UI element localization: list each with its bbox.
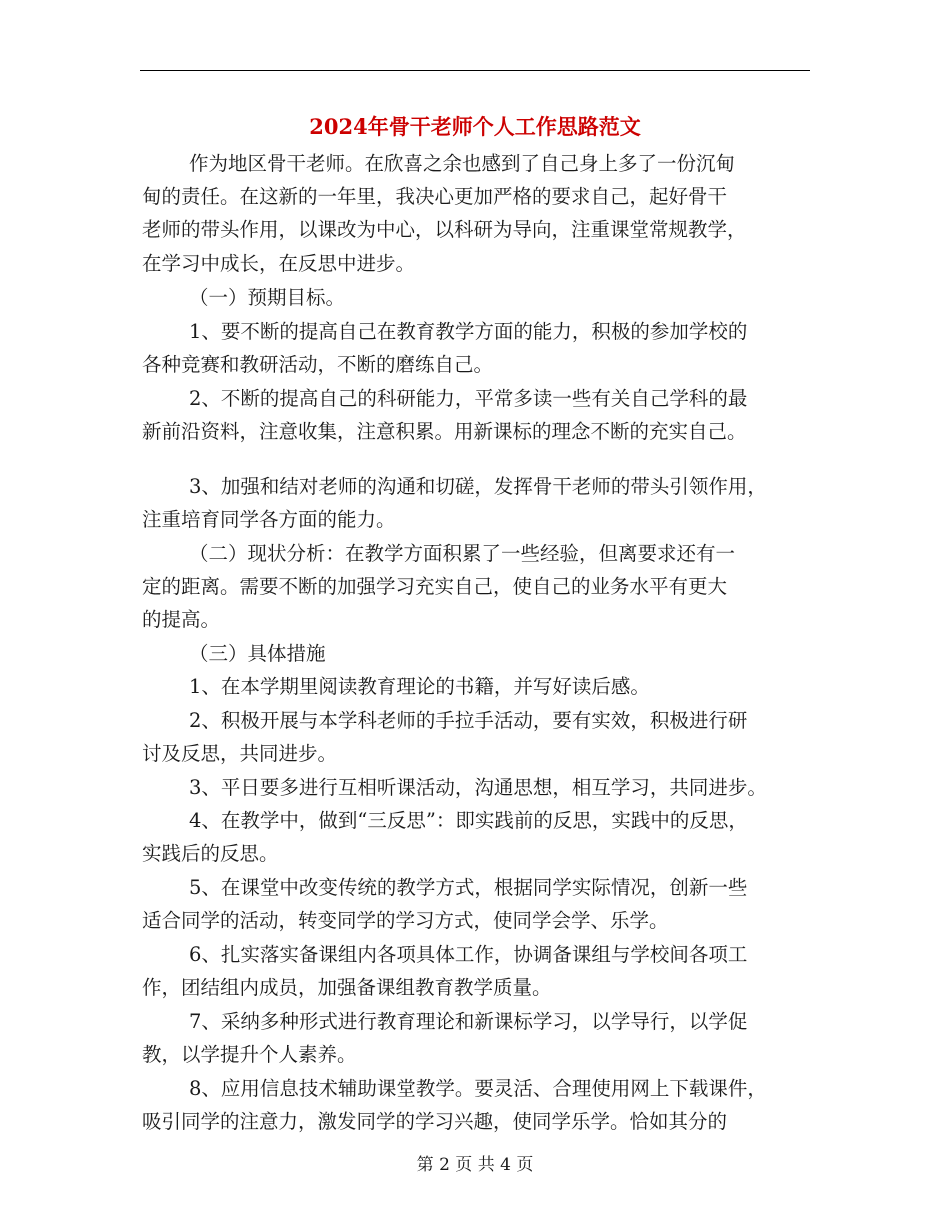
page-number-footer: 第 2 页 共 4 页 [416,1155,534,1175]
paragraph-line: 定的距离。需要不断的加强学习充实自己，使自己的业务水平有更大 [142,575,728,598]
paragraph-line: 作，团结组内成员，加强备课组教育教学质量。 [142,976,552,999]
paragraph-line: 在学习中成长，在反思中进步。 [142,252,416,275]
paragraph-line: 新前沿资料，注意收集，注意积累。用新课标的理念不断的充实自己。 [142,420,747,443]
paragraph-line: 各种竞赛和教研活动，不断的磨练自己。 [142,353,494,376]
paragraph-line: 适合同学的活动，转变同学的学习方式，使同学会学、乐学。 [142,909,669,932]
paragraph-line: 2、积极开展与本学科老师的手拉手活动，要有实效，积极进行研 [189,709,748,732]
paragraph-line: 吸引同学的注意力，激发同学的学习兴趣，使同学乐学。恰如其分的 [142,1110,728,1133]
paragraph-line: 8、应用信息技术辅助课堂教学。要灵活、合理使用网上下载课件， [189,1077,767,1100]
paragraph-line: 3、加强和结对老师的沟通和切磋，发挥骨干老师的带头引领作用， [189,475,767,498]
paragraph-line: 4、在教学中，做到“三反思”：即实践前的反思，实践中的反思， [189,809,748,832]
paragraph-line: 7、采纳多种形式进行教育理论和新课标学习，以学导行，以学促 [189,1010,748,1033]
paragraph-line: 6、扎实落实备课组内各项具体工作，协调备课组与学校间各项工 [189,943,748,966]
paragraph-line: 注重培育同学各方面的能力。 [142,508,396,531]
header-rule [140,70,810,71]
paragraph-line: （二）现状分析：在教学方面积累了一些经验，但离要求还有一 [189,542,736,565]
paragraph-line: 作为地区骨干老师。在欣喜之余也感到了自己身上多了一份沉甸 [189,152,736,175]
paragraph-line: 甸的责任。在这新的一年里，我决心更加严格的要求自己，起好骨干 [142,185,728,208]
paragraph-line: 3、平日要多进行互相听课活动，沟通思想，相互学习，共同进步。 [189,776,767,799]
paragraph-line: 实践后的反思。 [142,842,279,865]
paragraph-line: 讨及反思，共同进步。 [142,742,338,765]
section-heading: （一）预期目标。 [189,286,346,309]
paragraph-line: 1、在本学期里阅读教育理论的书籍，并写好读后感。 [189,675,650,698]
section-heading: （三）具体措施 [189,642,326,665]
document-title: 2024年骨干老师个人工作思路范文 [309,114,641,139]
paragraph-line: 1、要不断的提高自己在教育教学方面的能力，积极的参加学校的 [189,320,748,343]
paragraph-line: 的提高。 [142,608,221,631]
paragraph-line: 5、在课堂中改变传统的教学方式，根据同学实际情况，创新一些 [189,876,748,899]
paragraph-line: 教，以学提升个人素养。 [142,1043,357,1066]
paragraph-line: 老师的带头作用，以课改为中心，以科研为导向，注重课堂常规教学， [142,218,747,241]
paragraph-line: 2、不断的提高自己的科研能力，平常多读一些有关自己学科的最 [189,387,748,410]
